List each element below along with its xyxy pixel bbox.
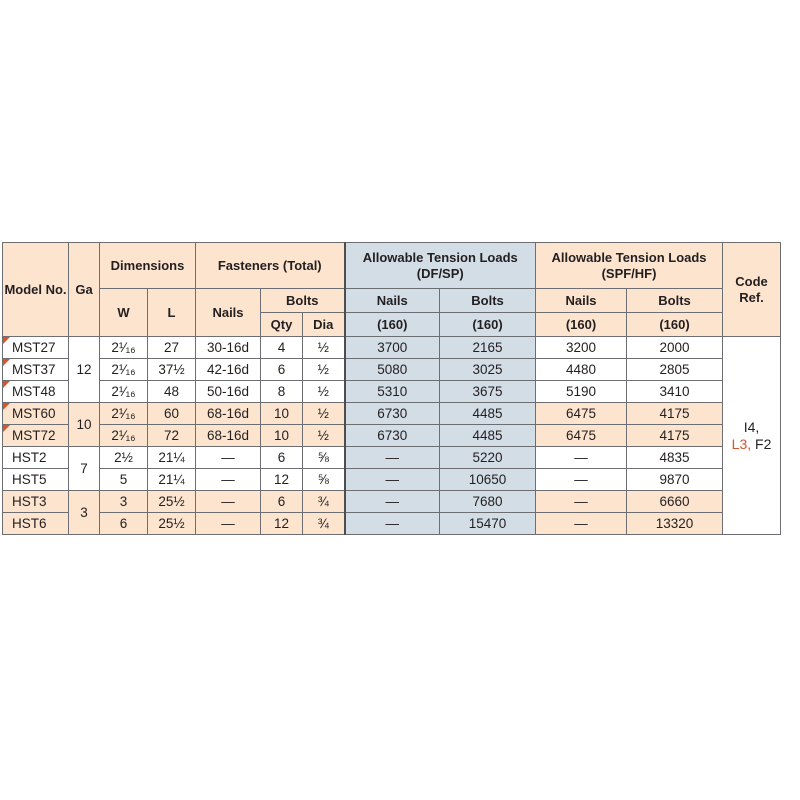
- header-code-ref: Code Ref.: [723, 243, 781, 337]
- bolt-dia-cell: ¾: [303, 491, 345, 513]
- width-cell: 2¹⁄₁₆: [100, 337, 148, 359]
- header-model: Model No.: [3, 243, 69, 337]
- length-cell: 25½: [148, 513, 196, 535]
- nails-cell: 68-16d: [196, 425, 261, 447]
- code-ref-c: F2: [755, 435, 772, 452]
- new-product-flag-icon: [3, 359, 10, 366]
- bolt-dia-cell: ½: [303, 359, 345, 381]
- bolt-dia-cell: ⅝: [303, 447, 345, 469]
- gauge-cell: 10: [69, 403, 100, 447]
- spf-nails-load-cell: 4480: [536, 359, 627, 381]
- df-bolts-load-cell: 10650: [440, 469, 536, 491]
- bolt-dia-cell: ½: [303, 425, 345, 447]
- header-qty: Qty: [261, 313, 303, 337]
- length-cell: 60: [148, 403, 196, 425]
- model-cell: HST2: [3, 447, 69, 469]
- spf-nails-load-cell: 6475: [536, 425, 627, 447]
- width-cell: 2¹⁄₁₆: [100, 425, 148, 447]
- gauge-cell: 7: [69, 447, 100, 491]
- header-bolts: Bolts: [261, 289, 345, 313]
- nails-cell: —: [196, 447, 261, 469]
- header-ga: Ga: [69, 243, 100, 337]
- spf-nails-load-cell: 6475: [536, 403, 627, 425]
- width-cell: 5: [100, 469, 148, 491]
- bolt-qty-cell: 4: [261, 337, 303, 359]
- spf-nails-load-cell: —: [536, 447, 627, 469]
- bolt-qty-cell: 10: [261, 425, 303, 447]
- df-bolts-load-cell: 4485: [440, 403, 536, 425]
- model-cell: MST27: [3, 337, 69, 359]
- tension-load-table: [2, 242, 781, 535]
- nails-cell: 30-16d: [196, 337, 261, 359]
- bolt-dia-cell: ⅝: [303, 469, 345, 491]
- bolt-qty-cell: 6: [261, 359, 303, 381]
- gauge-cell: 3: [69, 491, 100, 535]
- header-df-nails-duration: (160): [345, 313, 440, 337]
- width-cell: 2½: [100, 447, 148, 469]
- length-cell: 48: [148, 381, 196, 403]
- spf-nails-load-cell: —: [536, 513, 627, 535]
- bolt-qty-cell: 6: [261, 491, 303, 513]
- spf-bolts-load-cell: 4835: [627, 447, 723, 469]
- header-l: L: [148, 289, 196, 337]
- header-nails: Nails: [196, 289, 261, 337]
- header-spf-bolts: Bolts: [627, 289, 723, 313]
- bolt-dia-cell: ½: [303, 381, 345, 403]
- model-cell: MST48: [3, 381, 69, 403]
- width-cell: 6: [100, 513, 148, 535]
- header-w: W: [100, 289, 148, 337]
- bolt-qty-cell: 8: [261, 381, 303, 403]
- nails-cell: 50-16d: [196, 381, 261, 403]
- df-bolts-load-cell: 4485: [440, 425, 536, 447]
- bolt-dia-cell: ½: [303, 337, 345, 359]
- header-df-bolts: Bolts: [440, 289, 536, 313]
- spf-bolts-load-cell: 9870: [627, 469, 723, 491]
- header-dimensions: Dimensions: [100, 243, 196, 289]
- spf-nails-load-cell: 5190: [536, 381, 627, 403]
- model-cell: HST6: [3, 513, 69, 535]
- table-row: [3, 425, 781, 447]
- nails-cell: —: [196, 469, 261, 491]
- nails-cell: —: [196, 513, 261, 535]
- df-nails-load-cell: 6730: [345, 403, 440, 425]
- length-cell: 27: [148, 337, 196, 359]
- new-product-flag-icon: [3, 403, 10, 410]
- length-cell: 72: [148, 425, 196, 447]
- df-nails-load-cell: —: [345, 513, 440, 535]
- length-cell: 25½: [148, 491, 196, 513]
- bolt-qty-cell: 12: [261, 513, 303, 535]
- spf-bolts-load-cell: 2805: [627, 359, 723, 381]
- df-nails-load-cell: 5080: [345, 359, 440, 381]
- df-bolts-load-cell: 7680: [440, 491, 536, 513]
- df-bolts-load-cell: 5220: [440, 447, 536, 469]
- df-nails-load-cell: 3700: [345, 337, 440, 359]
- spf-bolts-load-cell: 6660: [627, 491, 723, 513]
- header-dia: Dia: [303, 313, 345, 337]
- load-table-container: [2, 242, 780, 535]
- model-cell: MST60: [3, 403, 69, 425]
- table-row: [3, 513, 781, 535]
- width-cell: 2¹⁄₁₆: [100, 381, 148, 403]
- df-bolts-load-cell: 3675: [440, 381, 536, 403]
- df-nails-load-cell: 6730: [345, 425, 440, 447]
- spf-bolts-load-cell: 3410: [627, 381, 723, 403]
- length-cell: 21¼: [148, 469, 196, 491]
- df-nails-load-cell: —: [345, 491, 440, 513]
- table-row: [3, 403, 781, 425]
- spf-bolts-load-cell: 2000: [627, 337, 723, 359]
- header-spf-nails-duration: (160): [536, 313, 627, 337]
- code-ref-a: I4,: [743, 418, 760, 435]
- width-cell: 3: [100, 491, 148, 513]
- table-row: [3, 359, 781, 381]
- header-spf-group: Allowable Tension Loads (SPF/HF): [536, 243, 723, 289]
- header-spf-bolts-duration: (160): [627, 313, 723, 337]
- spf-bolts-load-cell: 4175: [627, 403, 723, 425]
- spf-nails-load-cell: —: [536, 469, 627, 491]
- table-body: [3, 337, 781, 535]
- table-row: [3, 469, 781, 491]
- table-row: [3, 337, 781, 359]
- df-bolts-load-cell: 3025: [440, 359, 536, 381]
- nails-cell: 68-16d: [196, 403, 261, 425]
- spf-nails-load-cell: —: [536, 491, 627, 513]
- bolt-qty-cell: 12: [261, 469, 303, 491]
- header-df-nails: Nails: [345, 289, 440, 313]
- df-bolts-load-cell: 15470: [440, 513, 536, 535]
- table-row: [3, 491, 781, 513]
- header-spf-nails: Nails: [536, 289, 627, 313]
- model-cell: HST5: [3, 469, 69, 491]
- bolt-dia-cell: ¾: [303, 513, 345, 535]
- model-cell: MST37: [3, 359, 69, 381]
- spf-nails-load-cell: 3200: [536, 337, 627, 359]
- df-nails-load-cell: —: [345, 447, 440, 469]
- width-cell: 2¹⁄₁₆: [100, 403, 148, 425]
- header-df-bolts-duration: (160): [440, 313, 536, 337]
- df-nails-load-cell: 5310: [345, 381, 440, 403]
- length-cell: 37½: [148, 359, 196, 381]
- nails-cell: 42-16d: [196, 359, 261, 381]
- table-row: [3, 381, 781, 403]
- gauge-cell: 12: [69, 337, 100, 403]
- new-product-flag-icon: [3, 425, 10, 432]
- code-ref-cell: [723, 337, 781, 535]
- code-ref-b: L3,: [731, 435, 752, 452]
- spf-bolts-load-cell: 13320: [627, 513, 723, 535]
- nails-cell: —: [196, 491, 261, 513]
- spf-bolts-load-cell: 4175: [627, 425, 723, 447]
- header-fasteners: Fasteners (Total): [196, 243, 345, 289]
- width-cell: 2¹⁄₁₆: [100, 359, 148, 381]
- new-product-flag-icon: [3, 381, 10, 388]
- df-bolts-load-cell: 2165: [440, 337, 536, 359]
- bolt-dia-cell: ½: [303, 403, 345, 425]
- table-row: [3, 447, 781, 469]
- length-cell: 21¼: [148, 447, 196, 469]
- model-cell: MST72: [3, 425, 69, 447]
- bolt-qty-cell: 6: [261, 447, 303, 469]
- header-df-group: Allowable Tension Loads (DF/SP): [345, 243, 536, 289]
- model-cell: HST3: [3, 491, 69, 513]
- new-product-flag-icon: [3, 337, 10, 344]
- bolt-qty-cell: 10: [261, 403, 303, 425]
- df-nails-load-cell: —: [345, 469, 440, 491]
